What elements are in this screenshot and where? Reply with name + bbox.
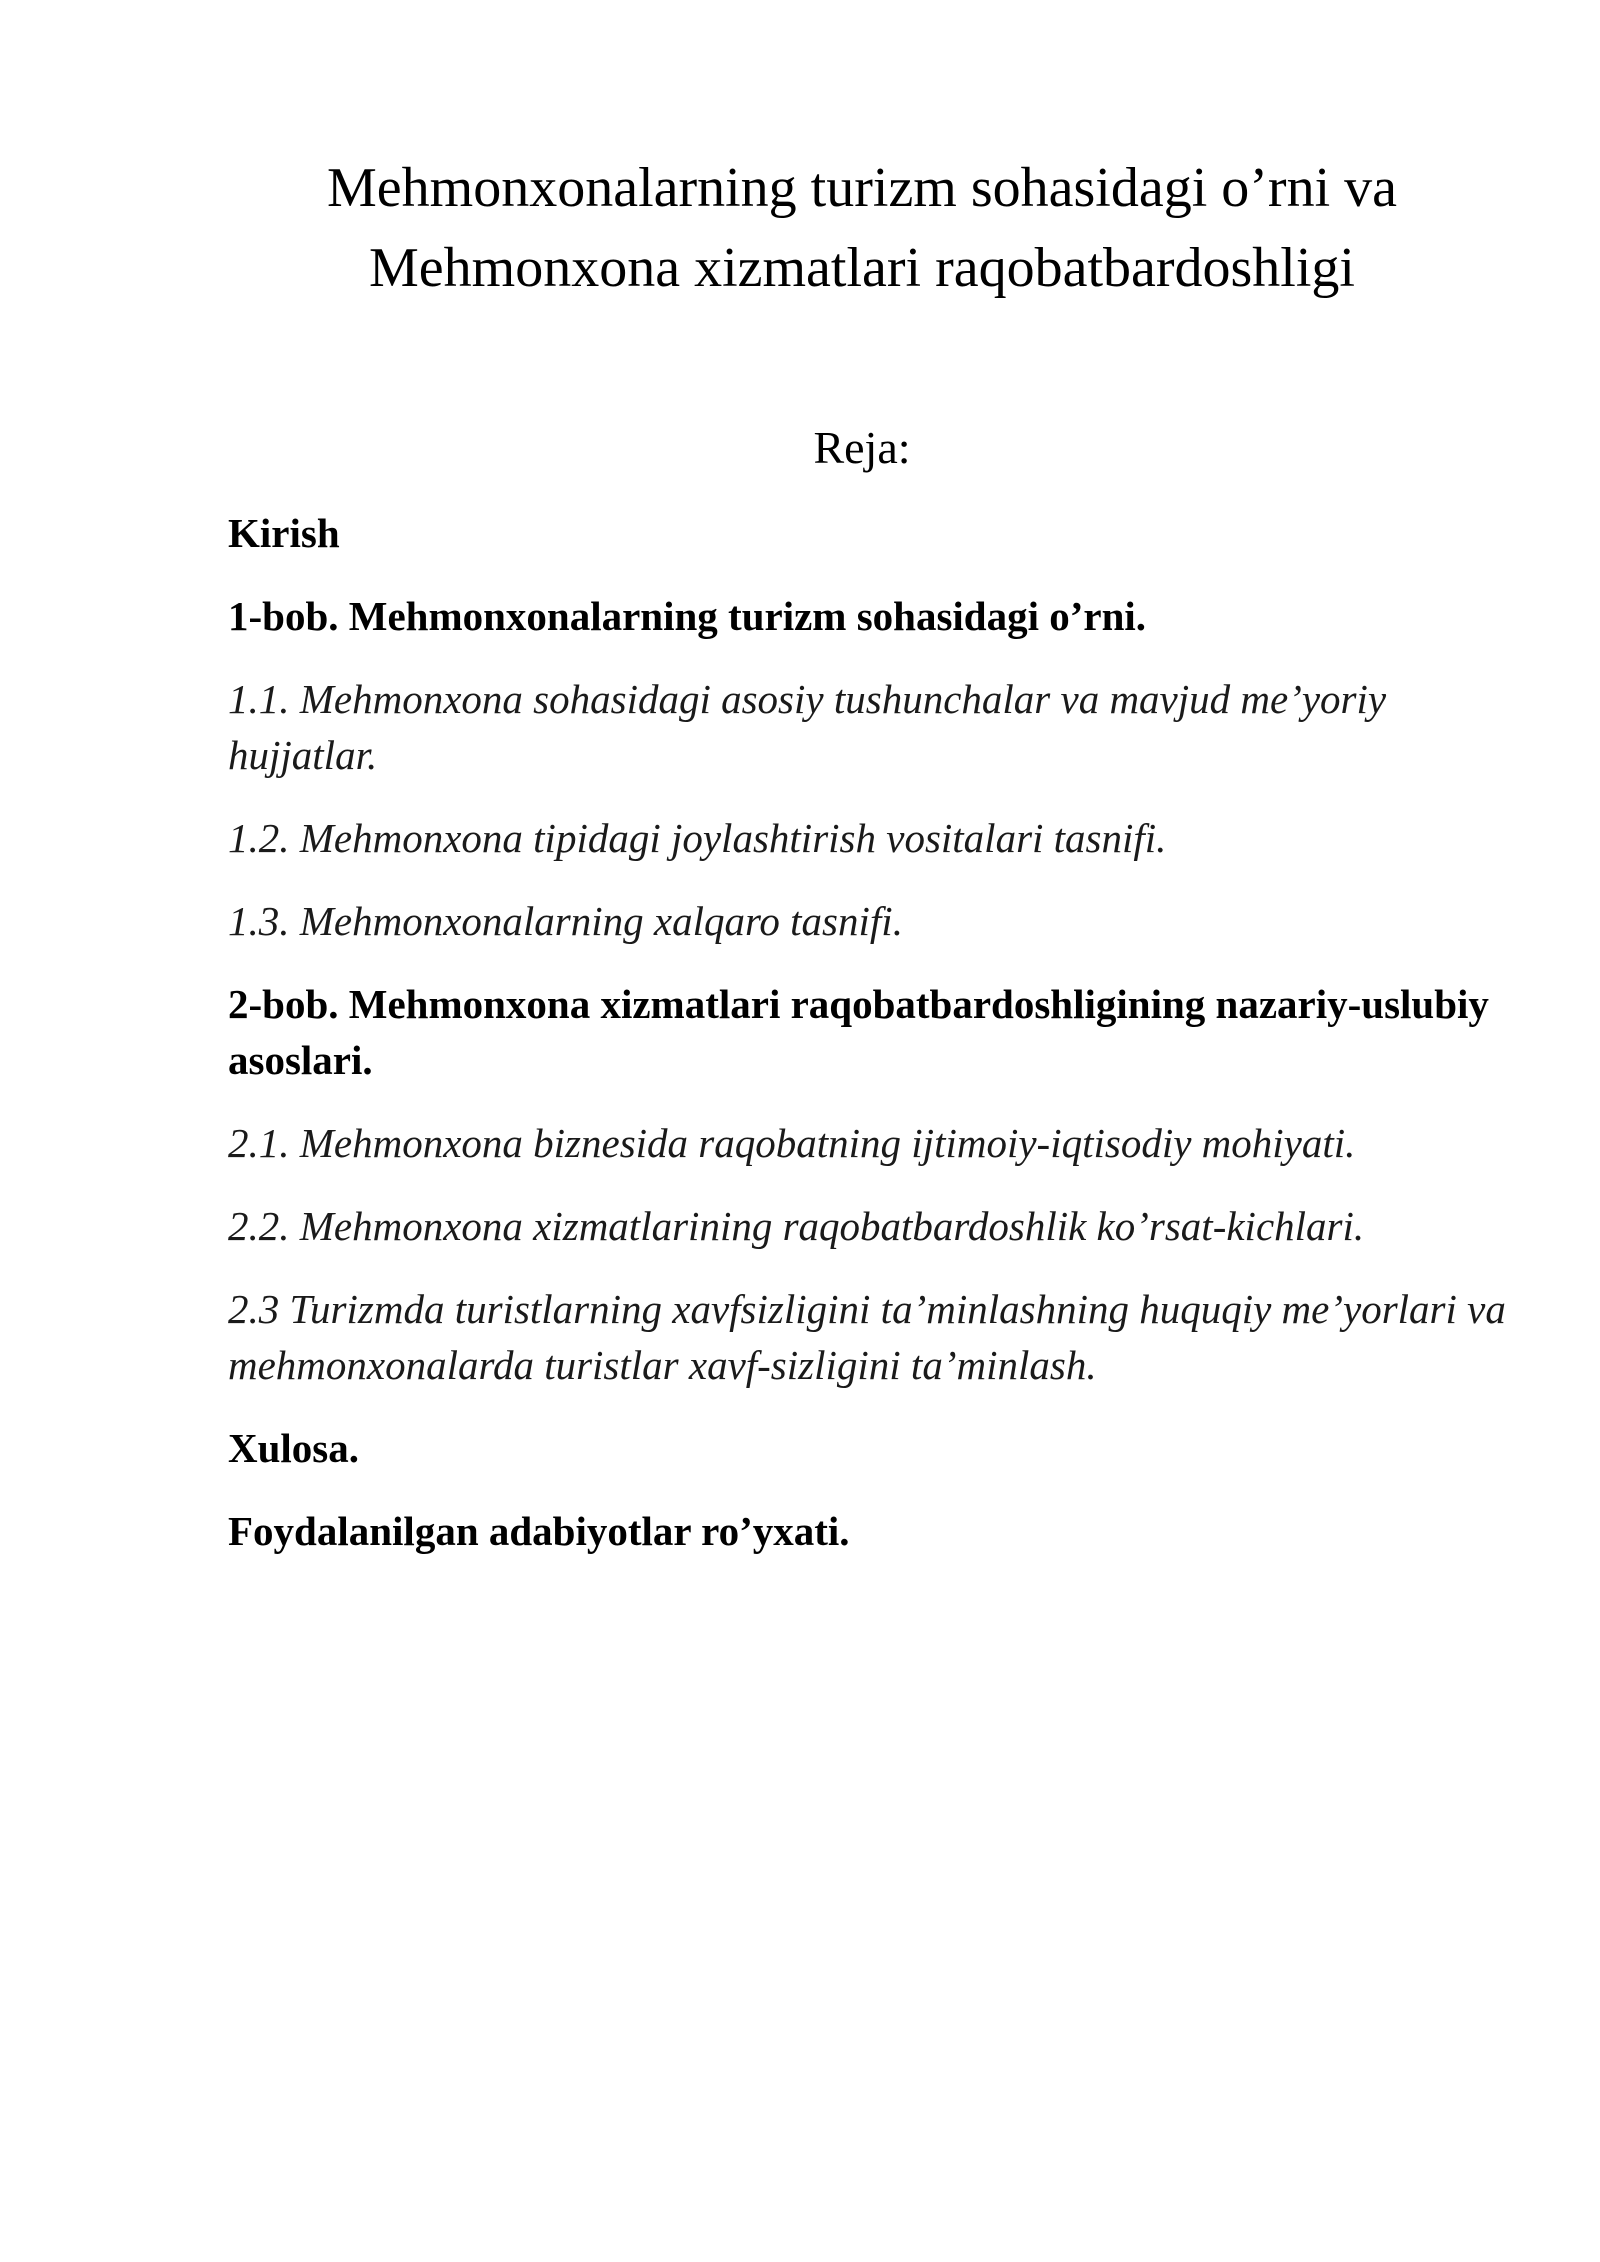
toc-item-chapter-1: 1-bob. Mehmonxonalarning turizm sohasidagi o’rni. <box>228 593 1147 639</box>
title-line-1: Mehmonxonalarning turizm sohasidagi o’rni va <box>327 157 1397 219</box>
toc-item-section-1-3: 1.3. Mehmonxonalarning xalqaro tasnifi. <box>228 898 903 944</box>
toc-item-section-2-3: 2.3 Turizmda turistlarning xavfsizligini ta’minlashning huquqiy me’yorlari va mehmonxonalarda turistlar xavf-sizligini ta’minlash. <box>228 1286 1506 1388</box>
toc-item-references: Foydalanilgan adabiyotlar ro’yxati. <box>228 1508 850 1554</box>
toc-item-section-1-2: 1.2. Mehmonxona tipidagi joylashtirish vositalari tasnifi. <box>228 815 1167 861</box>
toc-item-intro: Kirish <box>228 510 340 556</box>
plan-heading: Reja: <box>813 422 911 473</box>
document-title <box>228 148 1496 308</box>
toc-item-conclusion: Xulosa. <box>228 1425 360 1471</box>
toc-item-section-2-2: 2.2. Mehmonxona xizmatlarining raqobatbardoshlik ko’rsat-kichlari. <box>228 1203 1365 1249</box>
title-line-2: Mehmonxona xizmatlari raqobatbardoshligi <box>369 237 1355 299</box>
toc-item-chapter-2: 2-bob. Mehmonxona xizmatlari raqobatbardoshligining nazariy-uslubiy asoslari. <box>228 981 1489 1083</box>
toc-item-section-2-1: 2.1. Mehmonxona biznesida raqobatning ijtimoiy-iqtisodiy mohiyati. <box>228 1120 1356 1166</box>
toc-item-section-1-1: 1.1. Mehmonxona sohasidagi asosiy tushunchalar va mavjud me’yoriy hujjatlar. <box>228 676 1387 778</box>
table-of-contents <box>228 505 1528 1586</box>
